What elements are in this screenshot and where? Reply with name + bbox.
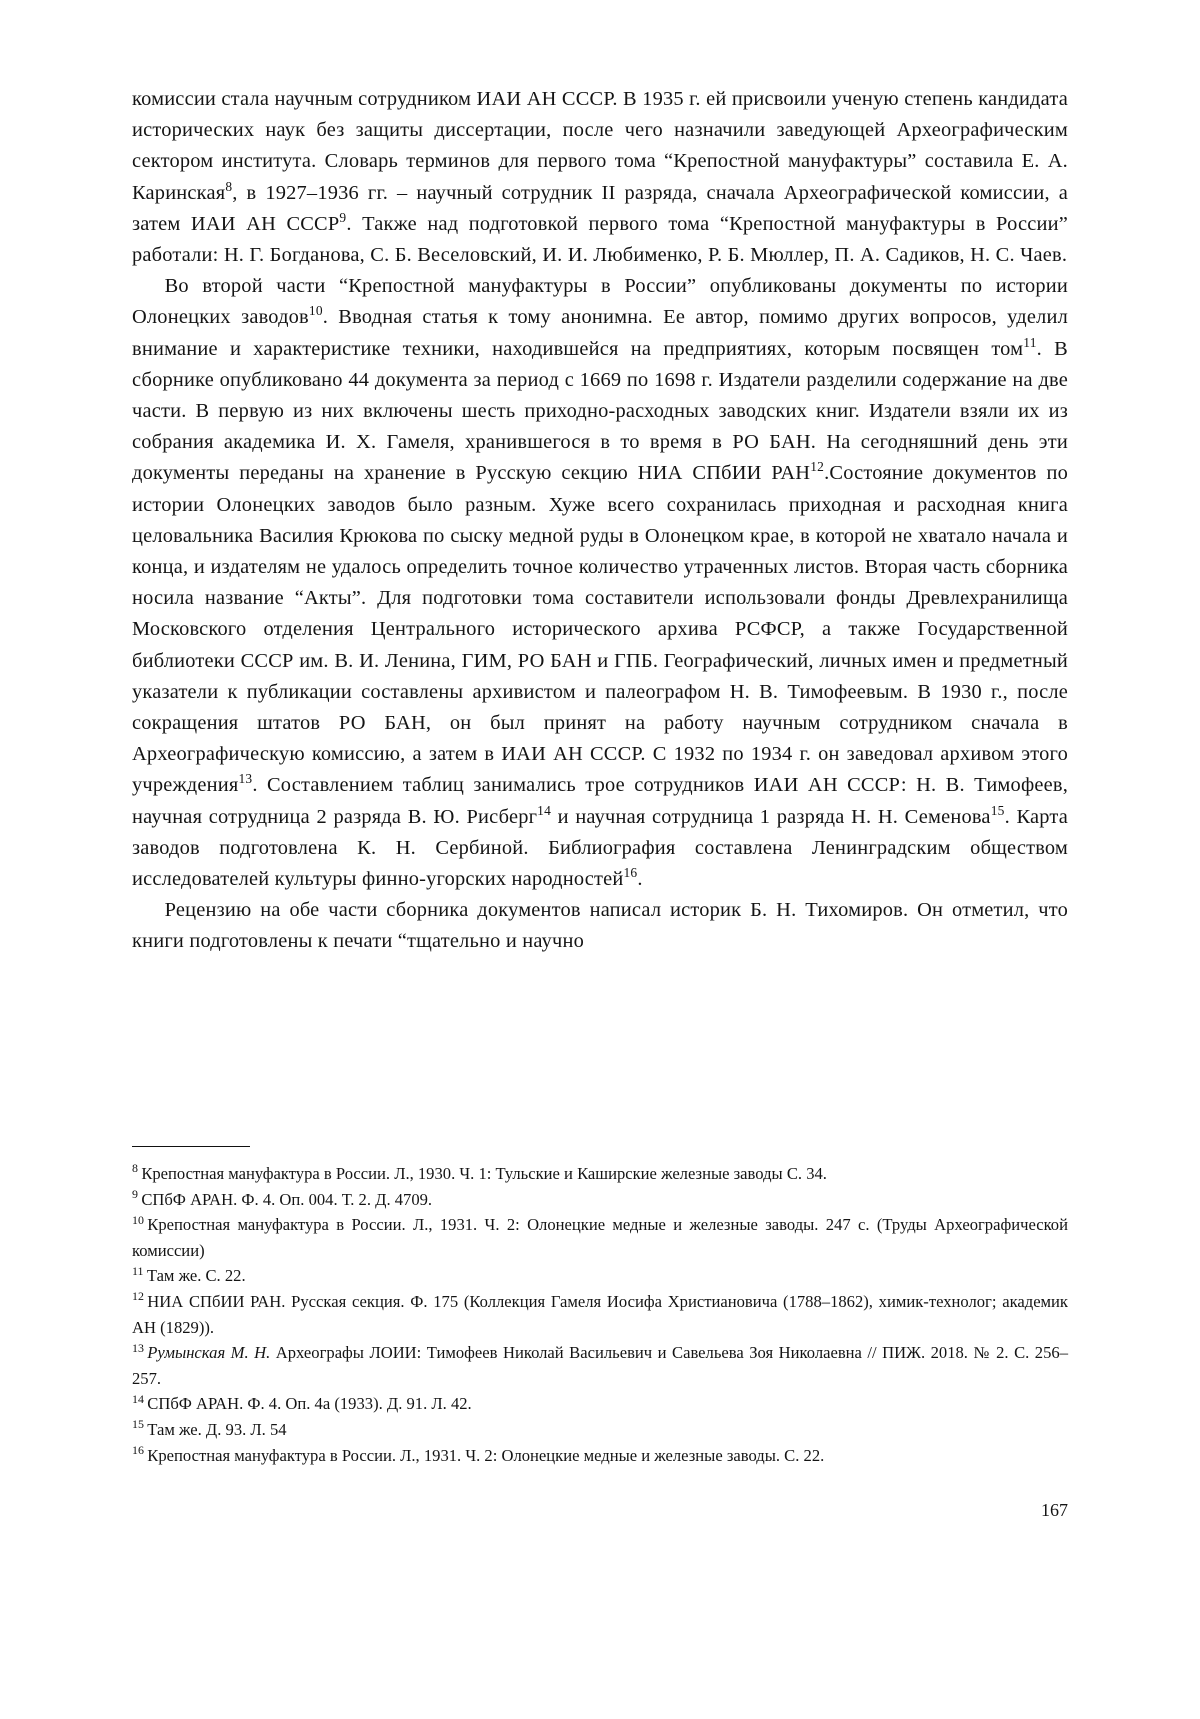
footnote-item: $^8$ Крепостная мануфактура в России. Л., 1930. Ч. 1: Тульские и Каширские железные заводы С. 34. — [132, 1161, 827, 1183]
footnotes-block — [132, 1146, 1068, 1468]
page-number: 167 — [1041, 1500, 1068, 1520]
footnote-item: $^{15}$ Там же. Д. 93. Л. 54 — [132, 1417, 287, 1439]
footnote-separator-rule — [132, 1146, 250, 1147]
footnote-item: $^{10}$ Крепостная мануфактура в России. Л., 1931. Ч. 2: Олонецкие медные и железные заводы. 247 с. (Труды Археографической комиссии) — [132, 1212, 1068, 1260]
footnote-item: $^{11}$ Там же. С. 22. — [132, 1263, 246, 1286]
footnote-item: $^{16}$ Крепостная мануфактура в России. Л., 1931. Ч. 2: Олонецкие медные и железные заводы. С. 22. — [132, 1443, 825, 1465]
paragraph: комиссии стала научным сотрудником ИАИ АН СССР. В 1935 г. ей присвоили ученую степень кандидата исторических наук без защиты диссертации, после чего назначили заведующей Археографическим сектором института. Словарь терминов для первого тома “Крепостной мануфактуры” составила Е. А. Каринская$^8$, в 1927–1936 гг. – научный сотрудник II разряда, сначала Археографической комиссии, а затем ИАИ АН СССР$^9$. Также над подготовкой первого тома “Крепостной мануфактуры в России” работали: Н. Г. Богданова, С. Б. Веселовский, И. И. Любименко, Р. Б. Мюллер, П. А. Садиков, Н. С. Чаев. — [132, 88, 1068, 267]
footnote-item: $^{14}$ СПбФ АРАН. Ф. 4. Оп. 4а (1933). Д. 91. Л. 42. — [132, 1391, 472, 1414]
footnote-item: $^9$ СПбФ АРАН. Ф. 4. Оп. 004. Т. 2. Д. 4709. — [132, 1187, 433, 1209]
main-text-block — [132, 84, 1068, 958]
footnote-item: $^{12}$ НИА СПбИИ РАН. Русская секция. Ф. 175 (Коллекция Гамеля Иосифа Христиановича (1788–1862), химик-технолог; академик АН (1829)). — [132, 1289, 1068, 1337]
footnote-item: $^{13}$ Румынская М. Н. Археографы ЛОИИ: Тимофеев Николай Васильевич и Савельева Зоя Николаевна // ПИЖ. 2018. № 2. С. 256–257. — [132, 1340, 1068, 1388]
paragraph: Рецензию на обе части сборника документов написал историк Б. Н. Тихомиров. Он отметил, что книги подготовлены к печати “тщательно и научно — [132, 899, 1068, 953]
paragraph: Во второй части “Крепостной мануфактуры в России” опубликованы документы по истории Олонецких заводов$^{10}$. Вводная статья к тому анонимна. Ее автор, помимо других вопросов, уделил внимание и характеристике техники, находившейся на предприятиях, которым посвящен том$^{11}$. В сборнике опубликовано 44 документа за период с 1669 по 1698 г. Издатели разделили содержание на две части. В первую из них включены шесть приходно-расходных заводских книг. Издатели взяли их из собрания академика И. Х. Гамеля, хранившегося в то время в РО БАН. На сегодняшний день эти документы переданы на хранение в Русскую секцию НИА СПбИИ РАН$^{12}$.Состояние документов по истории Олонецких заводов было разным. Хуже всего сохранилась приходная и расходная книга целовальника Василия Крюкова по сыску медной руды в Олонецком крае, в которой не хватало начала и конца, и издателям не удалось определить точное количество утраченных листов. Вторая часть сборника носила название “Акты”. Для подготовки тома составители использовали фонды Древлехранилища Московского отделения Центрального исторического архива РСФСР, а также Государственной библиотеки СССР им. В. И. Ленина, ГИМ, РО БАН и ГПБ. Географический, личных имен и предметный указатели к публикации составлены архивистом и палеографом Н. В. Тимофеевым. В 1930 г., после сокращения штатов РО БАН, он был принят на работу научным сотрудником сначала в Археографическую комиссию, а затем в ИАИ АН СССР. С 1932 по 1934 г. он заведовал архивом этого учреждения$^{13}$. Составлением таблиц занимались трое сотрудников ИАИ АН СССР: Н. В. Тимофеев, научная сотрудница 2 разряда В. Ю. Рисберг$^{14}$ и научная сотрудница 1 разряда Н. Н. Семенова$^{15}$. Карта заводов подготовлена К. Н. Сербиной. Библиография составлена Ленинградским обществом исследователей культуры финно-угорских народностей$^{16}$. — [132, 275, 1068, 891]
